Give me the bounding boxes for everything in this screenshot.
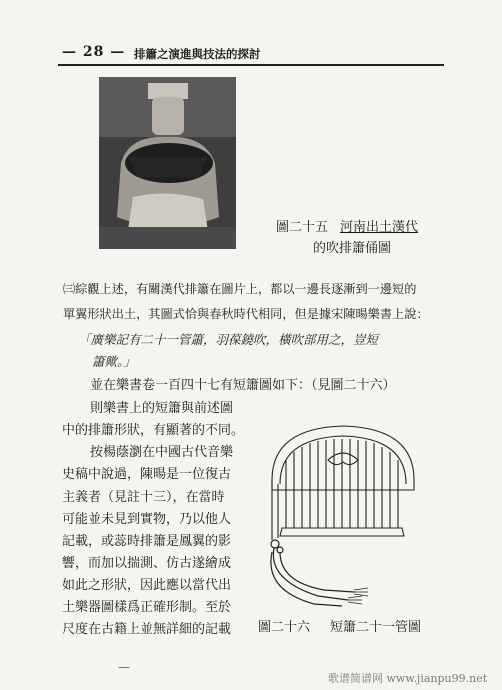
paragraph-3-line-8: 土樂器圖樣爲正確形制。至於 bbox=[62, 600, 232, 615]
short-panpipe-illustration bbox=[258, 420, 428, 610]
paragraph-1-line-1: ㈢綜觀上述，有關漢代排簫在圖片上，都以一邊長逐漸到一邊短的 bbox=[63, 282, 417, 296]
paragraph-3-line-9: 尺度在古籍上並無詳細的記載 bbox=[62, 622, 232, 637]
quote-line-2: 簫歟。」 bbox=[92, 354, 136, 369]
figure-25-number: 圖二十五 bbox=[276, 220, 329, 235]
paragraph-3-line-2: 史稿中說過，陳暘是一位復古 bbox=[62, 467, 232, 482]
paragraph-2-line-3: 中的排簫形狀，有顯著的不同。 bbox=[62, 423, 245, 438]
paragraph-2-line-2: 則樂書上的短簫與前述圖 bbox=[90, 401, 234, 416]
paragraph-3-line-4: 可能並未見到實物，乃以他人 bbox=[62, 512, 232, 527]
header-rule bbox=[58, 64, 444, 66]
paragraph-3-line-1: 按楊蔭瀏在中國古代音樂 bbox=[90, 445, 234, 460]
footer-mark: — bbox=[118, 660, 130, 674]
figure-26-drawing bbox=[258, 420, 428, 610]
figure-26-number: 圖二十六 bbox=[258, 620, 311, 635]
musician-figurine-image bbox=[99, 77, 236, 249]
figure-25-photo bbox=[99, 77, 236, 249]
figure-25-caption-line2: 的吹排簫俑圖 bbox=[313, 241, 392, 256]
paragraph-3-line-6: 響，而加以揣測、仿古遂繪成 bbox=[62, 556, 232, 571]
figure-26-caption-text: 短簫二十一管圖 bbox=[330, 620, 422, 635]
paragraph-3-line-7: 如此之形狀，因此應以當代出 bbox=[62, 578, 232, 593]
paragraph-3-line-3: 主義者（見註十三），在當時 bbox=[62, 490, 225, 505]
figure-25-caption-line1: 河南出土漢代 bbox=[340, 220, 419, 235]
paragraph-3-line-5: 記載，或蕊時排簫是鳳翼的影 bbox=[62, 534, 232, 549]
page-number: — 28 — bbox=[62, 44, 126, 60]
paragraph-1-line-2: 單翼形狀出土，其圖式恰與春秋時代相同，但是據宋陳暘樂書上說： bbox=[63, 307, 429, 321]
running-title: 排簫之演進與技法的探討 bbox=[134, 47, 261, 61]
paragraph-2-line-1: 並在樂書卷一百四十七有短簫圖如下：（見圖二十六） bbox=[90, 378, 396, 393]
quote-line-1: 「廣樂記有二十一管簫，羽葆鐃吹，橫吹部用之，豈短 bbox=[78, 332, 379, 347]
site-watermark: 歌谱简谱网 www.jianpu99.net bbox=[328, 672, 488, 685]
